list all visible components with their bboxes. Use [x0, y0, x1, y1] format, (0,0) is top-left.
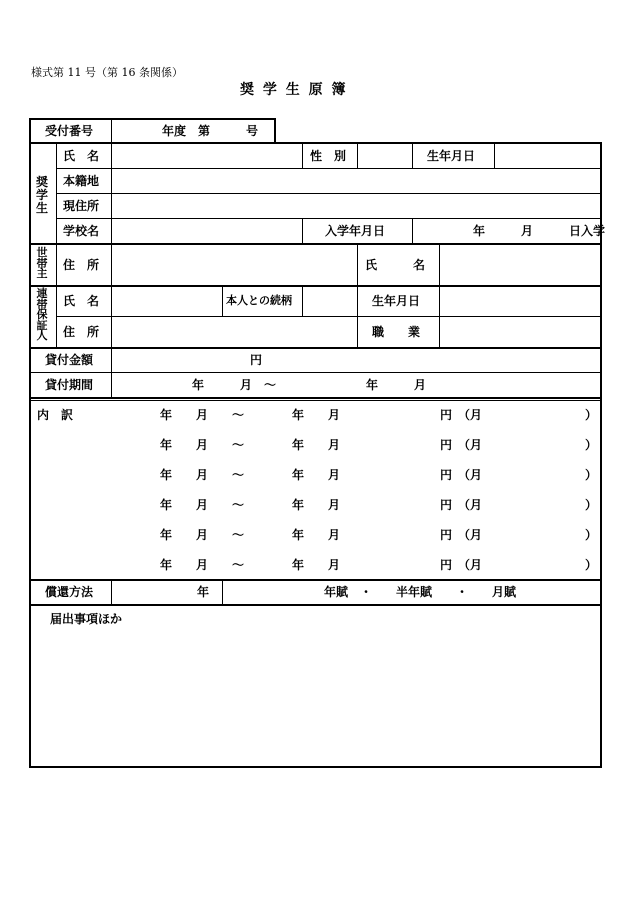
breakdown-row-close: ） — [585, 558, 598, 572]
breakdown-row-close: ） — [585, 468, 598, 482]
breakdown-row-end[interactable]: 年 月 — [292, 438, 341, 452]
enroll-date-label: 入学年月日 — [325, 224, 386, 238]
school-field[interactable] — [112, 219, 301, 242]
guarantor-birthdate-label: 生年月日 — [372, 294, 421, 308]
breakdown-row-start[interactable]: 年 月 〜 — [160, 498, 245, 512]
student-birthdate-label: 生年月日 — [427, 149, 476, 163]
gender-label: 性 別 — [310, 149, 347, 163]
breakdown-row-start[interactable]: 年 月 〜 — [160, 528, 245, 542]
breakdown-row-close: ） — [585, 498, 598, 512]
breakdown-row-end[interactable]: 年 月 — [292, 498, 341, 512]
householder-address-label: 住 所 — [63, 258, 100, 272]
repayment-label: 償還方法 — [45, 585, 94, 599]
guarantor-name-field[interactable] — [112, 287, 221, 315]
enroll-date-field[interactable]: 年 月 日入学 — [473, 224, 606, 238]
repayment-years-field[interactable] — [112, 581, 221, 603]
loan-amount-field[interactable] — [112, 349, 600, 371]
guarantor-section-label: 連 帯 保 証 人 — [36, 287, 48, 342]
notes-field[interactable] — [31, 630, 600, 765]
loan-amount-label: 貸付金額 — [45, 353, 94, 367]
student-section-label: 奨 学 生 — [35, 175, 48, 215]
breakdown-row-start[interactable]: 年 月 〜 — [160, 558, 245, 572]
breakdown-row-close: ） — [585, 408, 598, 422]
householder-address-field[interactable] — [112, 245, 356, 284]
breakdown-row-amount[interactable]: 円 （月 — [440, 528, 483, 542]
loan-period-end[interactable]: 年 月 — [366, 378, 427, 392]
receipt-number-field[interactable]: 年度 第 号 — [162, 124, 259, 138]
guarantor-name-label: 氏 名 — [63, 294, 100, 308]
repayment-method-options[interactable]: 年賦 ・ 半年賦 ・ 月賦 — [324, 585, 517, 599]
form-number: 様式第 11 号（第 16 条関係） — [31, 66, 183, 79]
breakdown-row-amount[interactable]: 円 （月 — [440, 558, 483, 572]
householder-name-label: 氏 名 — [365, 258, 426, 272]
school-label: 学校名 — [63, 224, 100, 238]
breakdown-row-amount[interactable]: 円 （月 — [440, 408, 483, 422]
loan-period-start[interactable]: 年 月 〜 — [192, 378, 277, 392]
gender-field[interactable] — [358, 144, 411, 167]
breakdown-label: 内 訳 — [37, 408, 74, 422]
breakdown-row-end[interactable]: 年 月 — [292, 528, 341, 542]
loan-period-label: 貸付期間 — [45, 378, 94, 392]
householder-name-field[interactable] — [440, 245, 600, 284]
breakdown-row-end[interactable]: 年 月 — [292, 558, 341, 572]
student-name-label: 氏 名 — [63, 149, 100, 163]
breakdown-row-end[interactable]: 年 月 — [292, 468, 341, 482]
relation-label: 本人との続柄 — [226, 294, 292, 307]
breakdown-row-start[interactable]: 年 月 〜 — [160, 408, 245, 422]
breakdown-row-amount[interactable]: 円 （月 — [440, 438, 483, 452]
guarantor-address-field[interactable] — [112, 317, 356, 346]
occupation-field[interactable] — [440, 317, 600, 346]
occupation-label: 職 業 — [372, 325, 421, 339]
domicile-label: 本籍地 — [63, 174, 100, 188]
student-address-label: 現住所 — [63, 199, 100, 213]
student-birthdate-field[interactable] — [495, 144, 600, 167]
guarantor-birthdate-field[interactable] — [440, 287, 600, 315]
notes-label: 届出事項ほか — [50, 612, 123, 626]
relation-field[interactable] — [303, 287, 356, 315]
breakdown-row-start[interactable]: 年 月 〜 — [160, 438, 245, 452]
page-title: 奨 学 生 原 簿 — [240, 82, 348, 98]
householder-section-label: 世 帯 主 — [36, 246, 48, 280]
breakdown-row-amount[interactable]: 円 （月 — [440, 468, 483, 482]
breakdown-row-close: ） — [585, 438, 598, 452]
student-name-field[interactable] — [112, 144, 301, 167]
repayment-years-unit: 年 — [197, 585, 210, 599]
domicile-field[interactable] — [112, 169, 600, 192]
breakdown-row-amount[interactable]: 円 （月 — [440, 498, 483, 512]
receipt-label: 受付番号 — [45, 124, 94, 138]
breakdown-row-start[interactable]: 年 月 〜 — [160, 468, 245, 482]
student-address-field[interactable] — [112, 194, 600, 217]
breakdown-row-end[interactable]: 年 月 — [292, 408, 341, 422]
loan-amount-unit: 円 — [250, 353, 263, 367]
guarantor-address-label: 住 所 — [63, 325, 100, 339]
breakdown-row-close: ） — [585, 528, 598, 542]
